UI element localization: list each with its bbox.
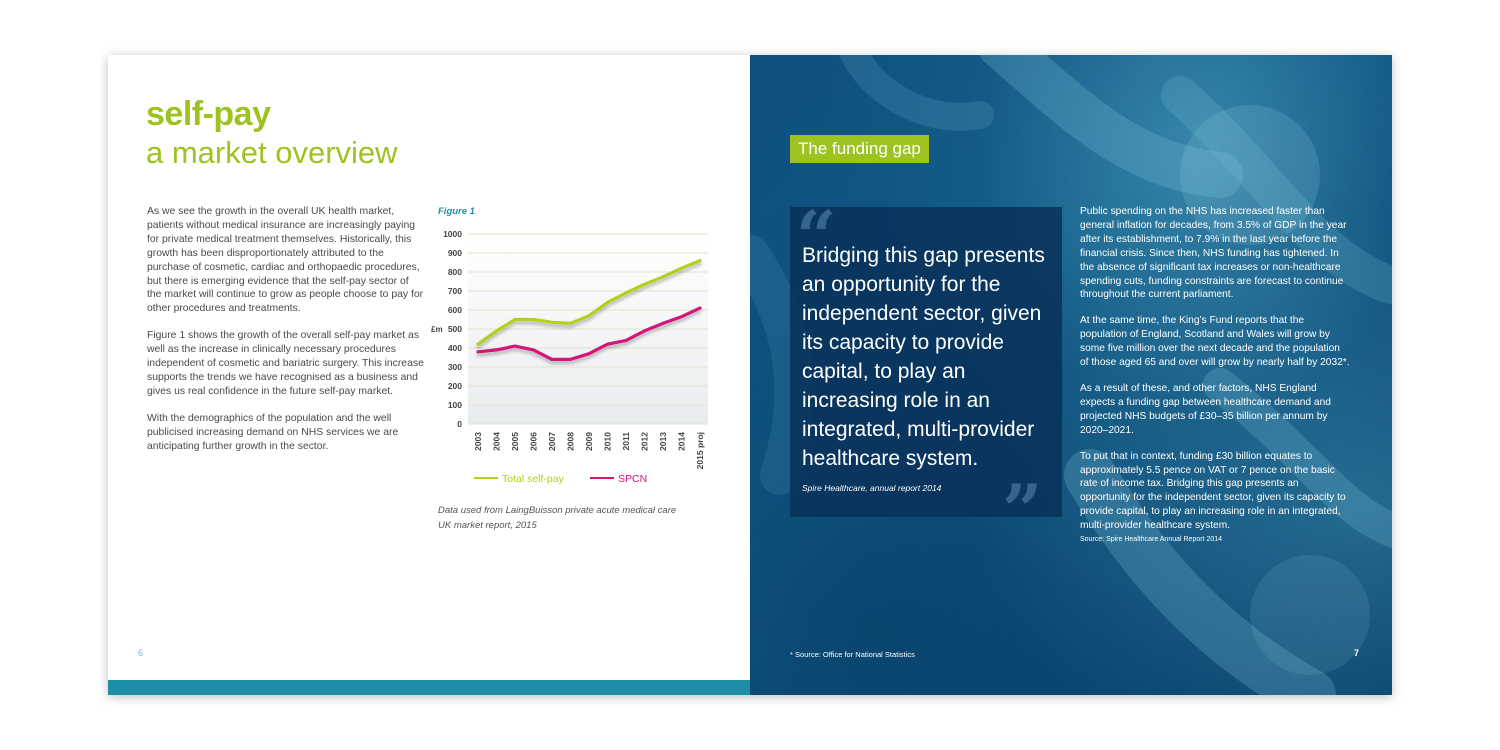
data-point [532, 318, 534, 320]
data-point [477, 343, 479, 345]
x-tick-label: 2004 [491, 432, 502, 451]
data-point [532, 349, 534, 351]
brochure-spread [108, 55, 1392, 695]
source-note: Source: Spire Healthcare Annual Report 2014 [1080, 536, 1223, 544]
x-tick-label: 2007 [547, 432, 557, 451]
x-tick-label: 2011 [621, 432, 631, 451]
footnote: * Source: Office for National Statistics [790, 650, 915, 659]
y-tick-label: 400 [447, 343, 462, 353]
x-tick-label: 2003 [473, 432, 483, 451]
right-paragraph-3: As a result of these, and other factors, NHS England expects a funding gap between healthcare demand and projected NHS budgets of £30–35 billion per annum by 2020–2021. [1080, 382, 1331, 436]
y-axis-label: £m [431, 325, 443, 334]
title-light: a market overview [146, 135, 398, 170]
data-point [680, 315, 682, 317]
y-tick-label: 600 [447, 305, 462, 315]
data-point [477, 351, 479, 353]
right-paragraph-2: At the same time, the King’s Fund reports that the population of England, Scotland and Wales will grow by some five million over the next decade and the population of those aged 65 and over will grow by nearly half by 2032*. [1080, 315, 1350, 369]
y-tick-label: 800 [447, 267, 462, 277]
data-point [699, 259, 701, 261]
left-paragraph-1: As we see the growth in the overall UK health market, patients without medical insurance are increasingly paying for private medical treatment themselves. Historically, this growth has been disproportionately attributed to the purchase of cosmetic, cardiac and orthopaedic procedures, but there is emerging evidence that the self-pay sector of the market will continue to grow as people choose to pay for other procedures and treatments. [147, 206, 424, 315]
data-point [514, 345, 516, 347]
x-tick-label: 2015 proj [695, 432, 705, 470]
caption-line-1: Data used from LaingBuisson private acute medical care [438, 505, 677, 516]
data-point [680, 267, 682, 269]
data-point [569, 322, 571, 324]
caption-line-2: UK market report, 2015 [438, 520, 537, 531]
right-paragraph-4: To put that in context, funding £30 billion equates to approximately 5.5 pence on VAT or 7 pence on the basic rate of income tax. Bridging this gap presents an opportunity for the independent sector, given its capacity to provide capital, to play an increasing role in an integrated, multi-provider healthcare system. [1080, 450, 1346, 532]
left-paragraph-3: With the demographics of the population and the well publicised increasing demand on NHS services we are anticipating further growth in the sector. [147, 412, 399, 452]
right-page [750, 55, 1392, 695]
data-point [662, 276, 664, 278]
left-footer-bar [108, 680, 750, 695]
data-point [643, 283, 645, 285]
page-number-right: 7 [1354, 648, 1360, 658]
x-tick-label: 2005 [510, 432, 520, 451]
x-tick-label: 2008 [565, 432, 576, 451]
data-point [569, 358, 571, 360]
title-bold: self-pay [146, 95, 271, 133]
legend-label: Total self-pay [502, 473, 564, 485]
y-tick-label: 300 [447, 362, 462, 372]
x-tick-label: 2006 [528, 432, 539, 451]
data-point [588, 353, 590, 355]
data-point [495, 349, 497, 351]
close-quote-icon: ” [1002, 469, 1043, 552]
pull-quote-box [790, 195, 1062, 552]
data-point [662, 322, 664, 324]
x-tick-label: 2013 [658, 432, 668, 451]
right-body-text [1080, 205, 1350, 556]
y-tick-label: 200 [447, 381, 462, 391]
data-point [606, 301, 608, 303]
left-body-text [147, 205, 425, 467]
left-page [108, 55, 750, 695]
right-paragraph-1: Public spending on the NHS has increased faster than general inflation for decades, from 3.5% of GDP in the year after its establishment, to 7.9% in the last year before the financial crisis. Since then, NHS funding has tightened. In the absence of significant tax increases or non-healthcare spending cuts, funding constraints are forecast to continue throughout the current parliament. [1080, 206, 1347, 301]
x-tick-label: 2009 [584, 432, 594, 451]
line-chart [426, 225, 726, 495]
open-quote-icon: “ [796, 195, 837, 278]
y-tick-label: 1000 [443, 229, 462, 239]
section-tag: The funding gap [790, 135, 929, 163]
x-tick-label: 2014 [676, 432, 687, 451]
data-point [625, 339, 627, 341]
data-point [551, 358, 553, 360]
pull-quote-text: Bridging this gap presents an opportunity for the independent sector, given its capacity to provide capital, to play an increasing role in an integrated, multi-provider healthcare system. [802, 244, 1045, 470]
y-tick-label: 900 [447, 248, 462, 258]
data-point [625, 292, 627, 294]
data-point [588, 315, 590, 317]
y-tick-label: 700 [447, 286, 462, 296]
y-tick-label: 100 [447, 400, 462, 410]
data-point [551, 321, 553, 323]
pull-quote-source: Spire Healthcare, annual report 2014 [802, 483, 942, 493]
data-point [699, 307, 701, 309]
figure-label: Figure 1 [438, 206, 475, 217]
y-tick-label: 0 [457, 419, 462, 429]
legend-label: SPCN [618, 473, 648, 485]
data-point [514, 318, 516, 320]
left-paragraph-2: Figure 1 shows the growth of the overall self-pay market as well as the increase in clinically necessary procedures independent of cosmetic and bariatric surgery. This increase supports the trends we have recognised as a business and gives us real confidence in the future self-pay market. [147, 330, 424, 397]
data-point [643, 330, 645, 332]
data-point [606, 343, 608, 345]
page-number-left: 6 [138, 648, 144, 658]
y-tick-label: 500 [447, 324, 462, 334]
x-tick-label: 2010 [602, 432, 613, 451]
x-tick-label: 2012 [639, 432, 650, 451]
figure-caption [438, 503, 688, 533]
data-point [495, 330, 497, 332]
